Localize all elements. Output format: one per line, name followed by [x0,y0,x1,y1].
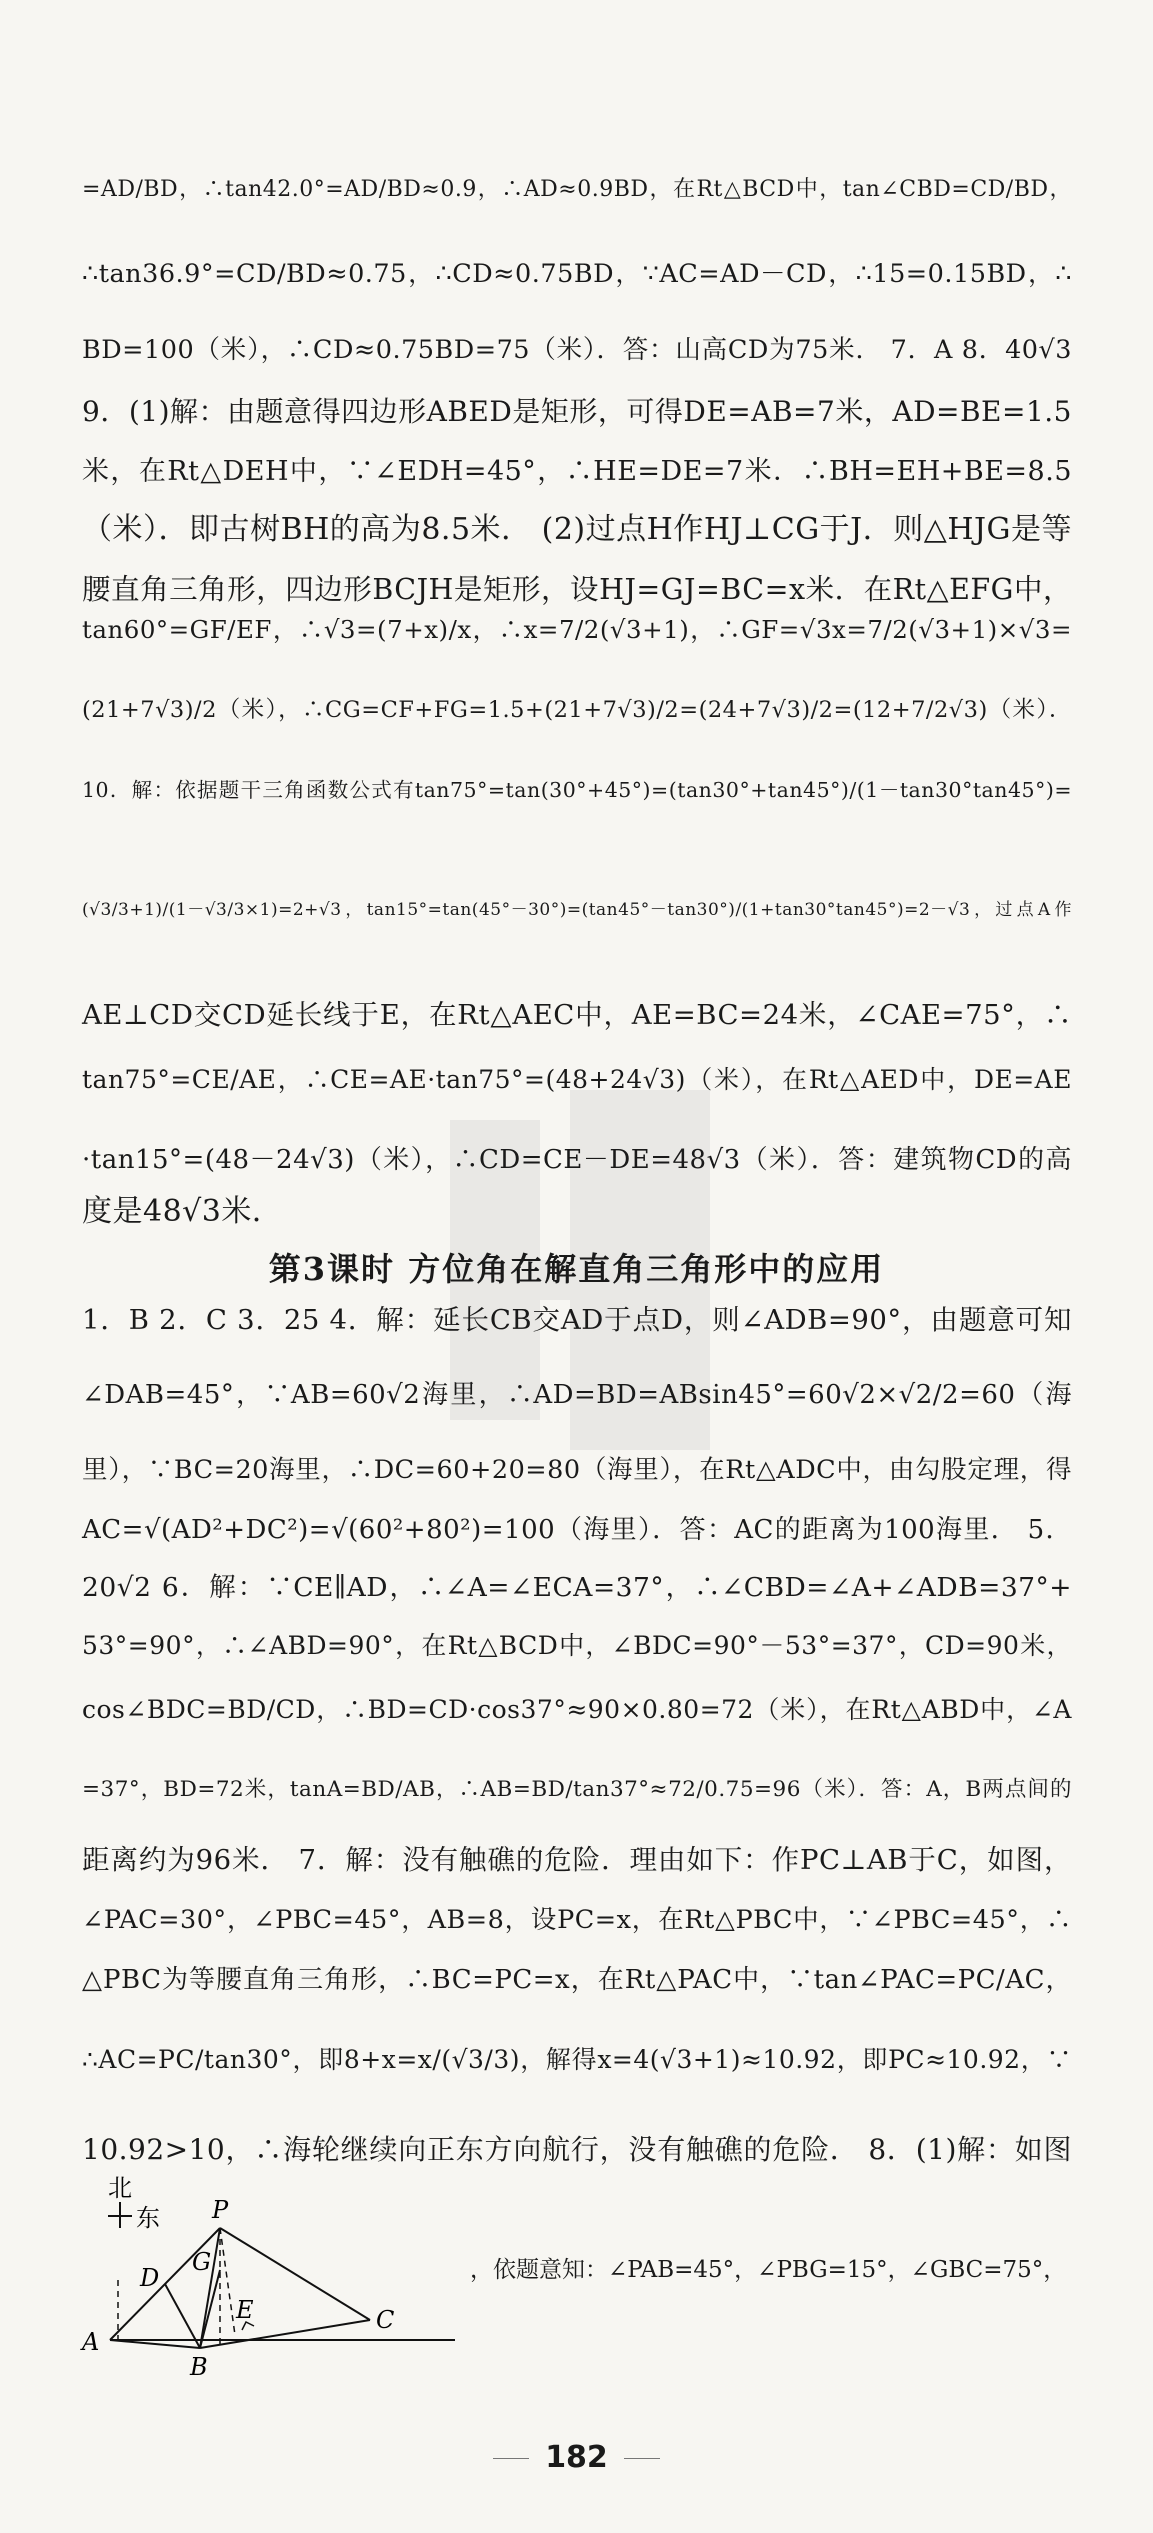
text-line: cos∠BDC=BD/CD，∴BD=CD·cos37°≈90×0.80=72（米），在Rt△ABD中，∠A [82,1695,1072,1724]
text-line: 度是48√3米． [82,1194,283,1229]
segment-bg [200,2270,220,2348]
text-line: 1．B 2．C 3．25 4．解：延长CB交AD于点D，则∠ADB=90°，由题意可知 [82,1304,1072,1336]
point-label-e: E [236,2296,254,2324]
point-label-d: D [140,2264,160,2292]
point-label-p: P [212,2196,229,2224]
text-line: △PBC为等腰直角三角形，∴BC=PC=x，在Rt△PAC中，∵tan∠PAC=PC/AC， [82,1965,1072,1995]
text-line: (√3/3+1)/(1－√3/3×1)=2+√3，tan15°=tan(45°－30°)=(tan45°－tan30°)/(1+tan30°tan45°)=2－√3，过点A作 [82,900,1072,920]
segment-db [165,2284,200,2348]
text-line: =AD/BD，∴tan42.0°=AD/BD≈0.9，∴AD≈0.9BD，在Rt△BCD中，tan∠CBD=CD/BD， [82,177,1072,202]
text-line: ∠DAB=45°，∵AB=60√2海里，∴AD=BD=ABsin45°=60√2×√2/2=60（海 [82,1380,1072,1410]
segment-pe [220,2228,235,2335]
text-line: 53°=90°，∴∠ABD=90°，在Rt△BCD中，∠BDC=90°－53°=37°，CD=90米， [82,1631,1072,1660]
text-line: AC=√(AD²+DC²)=√(60²+80²)=100（海里）．答：AC的距离为100海里． 5． [82,1515,1072,1545]
page-number: 182 [0,2440,1153,2475]
point-label-b: B [190,2353,208,2380]
text-line: 腰直角三角形，四边形BCJH是矩形，设HJ=GJ=BC=x米．在Rt△EFG中， [82,573,1072,606]
text-line: ·tan15°=(48－24√3)（米），∴CD=CE－DE=48√3（米）．答：建筑物CD的高 [82,1145,1072,1175]
point-label-g: G [192,2248,212,2276]
text-line: （米）．即古树BH的高为8.5米． (2)过点H作HJ⊥CG于J．则△HJG是等 [82,512,1072,547]
text-line: 10.92>10，∴海轮继续向正东方向航行，没有触礁的危险． 8．(1)解：如图 [82,2133,1072,2166]
geometry-figure [70,2170,470,2380]
text-line: tan75°=CE/AE，∴CE=AE·tan75°=(48+24√3)（米），在Rt△AED中，DE=AE [82,1065,1072,1094]
north-label: 北 [108,2174,132,2202]
text-line: 米，在Rt△DEH中，∵∠EDH=45°，∴HE=DE=7米．∴BH=EH+BE=8.5 [82,456,1072,487]
text-line: 10．解：依据题干三角函数公式有tan75°=tan(30°+45°)=(tan30°+tan45°)/(1－tan30°tan45°)= [82,778,1072,802]
text-line: ∴AC=PC/tan30°，即8+x=x/(√3/3)，解得x=4(√3+1)≈10.92，即PC≈10.92，∵ [82,2045,1072,2074]
text-line: 里），∵BC=20海里，∴DC=60+20=80（海里），在Rt△ADC中，由勾股定理，得 [82,1455,1072,1485]
figure-caption-text: ，依题意知：∠PAB=45°，∠PBG=15°，∠GBC=75°， [470,2257,1067,2283]
text-line: =37°，BD=72米，tanA=BD/AB，∴AB=BD/tan37°≈72/0.75=96（米）．答：A，B两点间的 [82,1777,1072,1802]
text-line: (21+7√3)/2（米），∴CG=CF+FG=1.5+(21+7√3)/2=(24+7√3)/2=(12+7/2√3)（米）． [82,697,1072,723]
text-line: AE⊥CD交CD延长线于E，在Rt△AEC中，AE=BC=24米，∠CAE=75°，∴ [82,999,1072,1031]
text-line: BD=100（米），∴CD≈0.75BD=75（米）．答：山高CD为75米． 7．A 8．40√3 [82,335,1072,365]
point-label-a: A [82,2328,100,2356]
east-label: 东 [136,2204,160,2232]
text-line: 20√2 6．解：∵CE∥AD，∴∠A=∠ECA=37°，∴∠CBD=∠A+∠ADB=37°+ [82,1572,1072,1603]
text-line: tan60°=GF/EF，∴√3=(7+x)/x，∴x=7/2(√3+1)，∴GF=√3x=7/2(√3+1)×√3= [82,615,1072,644]
text-line: 距离约为96米． 7．解：没有触礁的危险．理由如下：作PC⊥AB于C，如图， [82,1844,1072,1876]
section-heading: 第3课时 方位角在解直角三角形中的应用 [268,1250,885,1288]
text-line: 9．(1)解：由题意得四边形ABED是矩形，可得DE=AB=7米，AD=BE=1.5 [82,395,1072,428]
text-line: ∴tan36.9°=CD/BD≈0.75，∴CD≈0.75BD，∵AC=AD－CD，∴15=0.15BD，∴ [82,259,1072,289]
segment-ab [110,2340,200,2348]
segment-bc [200,2320,370,2348]
point-label-c: C [376,2306,395,2334]
text-line: ∠PAC=30°，∠PBC=45°，AB=8，设PC=x，在Rt△PBC中，∵∠PBC=45°，∴ [82,1905,1072,1935]
